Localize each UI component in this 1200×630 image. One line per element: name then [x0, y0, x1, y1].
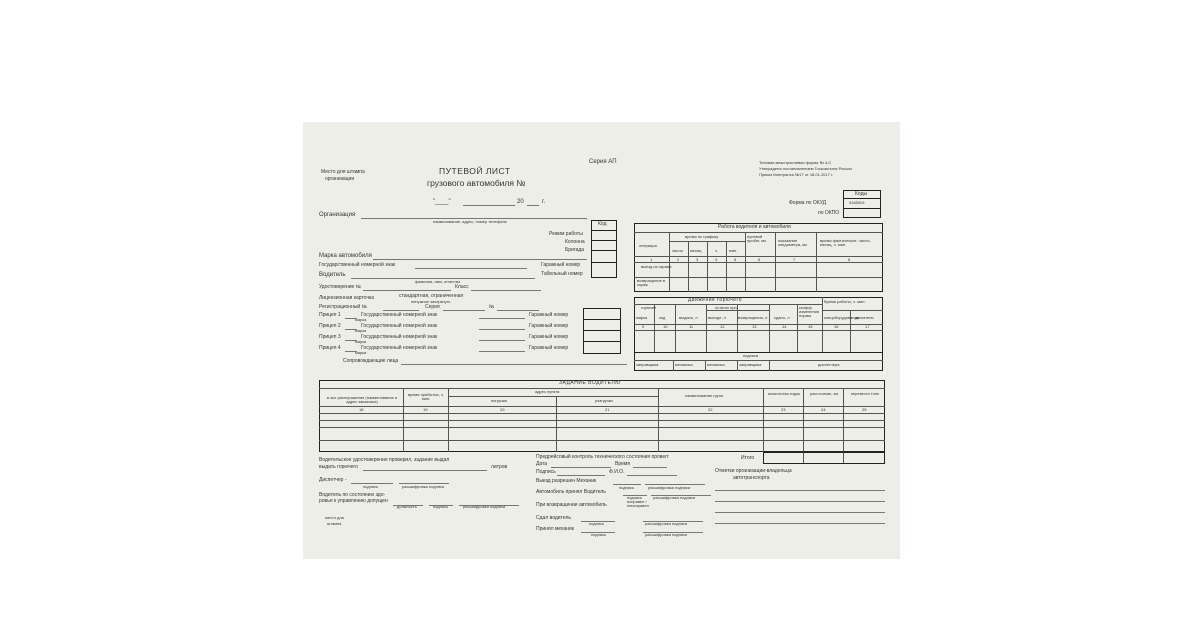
date-year: 20: [517, 199, 524, 205]
wt-row-exit: выезд из гаража: [641, 264, 672, 269]
wt-operation: операция: [639, 243, 657, 248]
handed-driver-label: Сдал водитель: [536, 515, 571, 521]
task_table-col-number: 24: [821, 407, 826, 412]
time-label: Время: [615, 461, 631, 467]
ft-return: возвращении, л: [738, 315, 768, 320]
stamp-org-label: организации: [325, 176, 355, 182]
health-dec-caption: расшифровка подписи: [463, 504, 506, 509]
waybill-subtitle: грузового автомобиля №: [427, 178, 526, 188]
work_table-col-number: 3: [696, 257, 699, 262]
car-brand-label: Марка автомобиля: [319, 253, 372, 259]
task-col-unloading: разгрузки: [595, 398, 613, 403]
code-label: Код: [598, 221, 607, 227]
trailer-brand-caption: марка: [355, 339, 367, 344]
reg-series-label: Серия: [425, 304, 440, 310]
car-sig-caption: подпись: [627, 495, 643, 500]
reg-number-field[interactable]: [383, 310, 419, 311]
ft-fuel: горючее: [641, 305, 657, 310]
task-col-trips: количество ездок: [767, 391, 801, 396]
fuel_table-col-number: 16: [834, 324, 839, 329]
exit-sig-caption: подпись: [619, 485, 635, 490]
fuel-issue-field[interactable]: [363, 470, 487, 471]
state-number-label: Государственный номерной знак: [319, 262, 396, 268]
stamp-place-bottom-1: место для: [325, 515, 344, 520]
task-col-distance: расстояние, км: [809, 391, 839, 396]
driver-label: Водитель: [319, 272, 346, 278]
date-month-line[interactable]: [463, 205, 515, 206]
ft-special: спецоборудования: [824, 315, 859, 320]
class-field[interactable]: [471, 290, 541, 291]
driver-caption: фамилия, имя, отчество: [415, 279, 461, 284]
task_table-col-number: 23: [781, 407, 786, 412]
fuel_table-col-number: 15: [808, 324, 813, 329]
time-field[interactable]: [633, 467, 667, 468]
garage-code-box: [583, 308, 621, 354]
work_table-col-number: 1: [650, 257, 653, 262]
class-label: Класс: [455, 284, 469, 290]
task-col-loading: погрузки: [491, 398, 507, 403]
series-label: Серия АП: [589, 159, 617, 165]
task-col-tons: перевезти тонн: [850, 391, 880, 396]
task_table-col-number: 25: [862, 407, 867, 412]
wt-number: число: [672, 248, 683, 253]
license-caption: ненужное зачеркнуть: [411, 299, 451, 304]
trailer-state-label: Государственный номерной знак: [361, 345, 438, 351]
work_table-col-number: 6: [758, 257, 761, 262]
task_table-col-number: 22: [708, 407, 713, 412]
wt-hours: ч.: [715, 248, 719, 253]
work-table-title: Работа водителя и автомобиля: [718, 224, 791, 230]
waybill-document: [303, 122, 900, 559]
fuel_table-col-number: 14: [782, 324, 787, 329]
reg-no-field[interactable]: [497, 310, 539, 311]
form-type-line3: Приказ Минтранса №17 от 18.01.2017 г.: [759, 172, 834, 177]
reg-number-label: Регистрационный №: [319, 304, 367, 310]
driver-health-1: Водитель по состоянию здо-: [319, 492, 386, 498]
fuel_table-col-number: 11: [689, 324, 694, 329]
organization-label: Организация: [319, 212, 356, 218]
fuel_table-col-number: 10: [663, 324, 668, 329]
ft-coef: коэфф. изменения нормы: [799, 305, 820, 318]
wt-minutes: мин.: [729, 248, 738, 253]
trailer-label: Прицеп 1: [319, 312, 341, 318]
fuel-table-title: Движение горючего: [688, 297, 742, 303]
fuel_table-col-number: 9: [642, 324, 645, 329]
fuel-signature-col: диспетчера: [818, 362, 840, 367]
fio-label: Ф.И.О.: [609, 469, 625, 475]
trailer-label: Прицеп 4: [319, 345, 341, 351]
reg-number-sign: №: [489, 304, 495, 310]
fuel_table-col-number: 12: [720, 324, 725, 329]
trailer-state-field[interactable]: [479, 340, 525, 341]
wt-speedometer: показание спидометра, км: [778, 238, 807, 247]
org-notes-line-2[interactable]: [715, 501, 885, 502]
dispatcher-dec-caption: расшифровка подписи: [402, 484, 445, 489]
waybill-title: ПУТЕВОЙ ЛИСТ: [439, 166, 511, 176]
trailer-state-label: Государственный номерной знак: [361, 334, 438, 340]
fio-field[interactable]: [627, 475, 677, 476]
trailer-state-label: Государственный номерной знак: [361, 312, 438, 318]
work_table-col-number: 5: [734, 257, 737, 262]
code-box: [591, 220, 617, 278]
wt-row-return: возвращение в гараж: [637, 278, 666, 287]
wt-schedule: время по графику: [685, 234, 719, 239]
date-label: Дата: [536, 461, 548, 467]
certificate-label: Удостоверение №: [319, 284, 362, 290]
work_table-col-number: 4: [715, 257, 718, 262]
trailer-label: Прицеп 3: [319, 334, 341, 340]
org-notes-line-4[interactable]: [715, 523, 885, 524]
car-brand-field[interactable]: [373, 259, 587, 260]
precheck-label: Предрейсовый контроль технического состояния провел:: [536, 454, 670, 460]
wt-actual-time: время фактическое, число, месяц, ч. мин.: [820, 238, 871, 247]
org-notes-2: автотранспорта: [733, 475, 770, 481]
fuel-signature-col: механика: [675, 362, 693, 367]
exit-allowed-label: Выезд разрешен Механик: [536, 478, 597, 484]
trailer-label: Прицеп 2: [319, 323, 341, 329]
date-year-line[interactable]: [527, 205, 539, 206]
trailer-garage-label: Гаражный номер: [529, 345, 569, 351]
task-total: Итого: [741, 455, 755, 461]
task_table-col-number: 18: [359, 407, 364, 412]
tabel-number-label: Табельный номер: [541, 271, 583, 277]
state-number-field[interactable]: [415, 268, 527, 269]
trailer-state-label: Государственный номерной знак: [361, 323, 438, 329]
work-mode-label: Режим работы: [549, 231, 583, 237]
brigade-label: Бригада: [565, 247, 585, 253]
stamp-place-label: Место для штампа: [321, 169, 365, 175]
organization-caption: наименование, адрес, номер телефона: [433, 219, 507, 224]
trailer-garage-label: Гаражный номер: [529, 323, 569, 329]
work_table-col-number: 2: [677, 257, 680, 262]
date-field[interactable]: [551, 467, 611, 468]
wt-zero-run: нулевой пробег, км: [747, 234, 766, 243]
okud-value: 0345004: [849, 200, 865, 205]
column-label: Колонна: [565, 239, 585, 245]
ft-handed: сдано, л: [774, 315, 790, 320]
fuel-signature-col: механика: [707, 362, 725, 367]
task_table-col-number: 20: [500, 407, 505, 412]
date-g: г.: [542, 199, 546, 205]
driver-health-2: ровья к управлению допущен: [319, 498, 388, 504]
form-type-line1: Типовая межотраслевая форма № 4-С: [759, 160, 832, 165]
task_table-col-number: 21: [605, 407, 610, 412]
certificate-field[interactable]: [363, 290, 451, 291]
garage-number-label: Гаражный номер: [541, 262, 581, 268]
stamp-place-bottom-2: штампа: [327, 521, 342, 526]
work_table-col-number: 8: [848, 257, 851, 262]
reg-series-field[interactable]: [443, 310, 485, 311]
ft-departure: выезде, л: [708, 315, 726, 320]
work_table-col-number: 7: [793, 257, 796, 262]
org-notes-line-3[interactable]: [715, 512, 885, 513]
dispatcher-sig-caption: подпись: [363, 484, 379, 489]
podpis-label: Подпись: [536, 469, 556, 475]
liters-label: литров: [491, 464, 508, 470]
form-type-line2: Утверждена постановлением Госкомстата России: [759, 166, 852, 171]
trailer-brand-caption: марка: [355, 350, 367, 355]
task_table-col-number: 19: [423, 407, 428, 412]
health-sig-caption: подпись: [433, 504, 449, 509]
on-return-label: При возвращении автомобиль: [536, 502, 607, 508]
trailer-state-field[interactable]: [479, 329, 525, 330]
task-table-title: ЗАДАНИЕ ВОДИТЕЛЮ: [559, 380, 621, 386]
accepted-mechanic-label: Принял механик: [536, 526, 575, 532]
task-col-address: адрес пункта: [535, 389, 560, 394]
ft-engine: двигателя: [855, 315, 874, 320]
ft-issued: выдано, л: [679, 315, 698, 320]
task-col-customer: в чье распоряжение (наименование и адрес заказчика): [326, 395, 398, 404]
trailer-brand-caption: марка: [355, 328, 367, 333]
org-notes-line-1[interactable]: [715, 490, 885, 491]
trailer-garage-label: Гаражный номер: [529, 312, 569, 318]
trailer-brand-caption: марка: [355, 317, 367, 322]
license-card-label: Лицензионная карточка: [319, 295, 375, 301]
fuel-signature-col: заправщика: [636, 362, 659, 367]
car-dec-caption: расшифровка подписи: [653, 495, 696, 500]
license-options[interactable]: стандартная, ограниченная: [399, 293, 464, 299]
handed-dec-caption: расшифровка подписи: [645, 521, 688, 526]
ft-remainder: остаток при: [715, 305, 737, 310]
trailer-state-field[interactable]: [479, 351, 525, 352]
fuel-issue-label: выдать горючего: [319, 464, 358, 470]
podpis-field[interactable]: [557, 475, 605, 476]
ft-work-time: Время работы, ч. мин.: [824, 299, 866, 304]
task-col-cargo: наименование груза: [685, 393, 723, 398]
health-position-caption: должность: [397, 504, 417, 509]
task-col-arrival: время прибытия, ч. мин.: [407, 392, 445, 401]
okpo-label: по ОКПО: [818, 210, 840, 216]
trailer-garage-label: Гаражный номер: [529, 334, 569, 340]
accompanying-field[interactable]: [401, 364, 627, 365]
ft-signatures: подписи: [743, 353, 759, 358]
accompanying-label: Сопровождающие лица: [343, 358, 399, 364]
accepted-dec-caption: расшифровка подписи: [645, 532, 688, 537]
accepted-sig-caption: подпись: [591, 532, 607, 537]
fuel_table-col-number: 17: [865, 324, 870, 329]
ft-brand: марка: [636, 315, 648, 320]
wt-month: месяц: [690, 248, 702, 253]
fuel-signature-col: заправщика: [739, 362, 762, 367]
codes-label: Коды: [855, 191, 868, 197]
org-notes-1: Отметки организации-владельца: [715, 468, 792, 474]
handed-sig-caption: подпись: [589, 521, 605, 526]
driver-cert-check: Водительское удостоверение проверил, задание выдал: [319, 457, 450, 463]
trailer-state-field[interactable]: [479, 318, 525, 319]
on-return-options[interactable]: исправен / неисправен: [627, 499, 649, 508]
dispatcher-label: Диспетчер -: [319, 477, 347, 483]
ft-code: код: [659, 315, 666, 320]
date-day: "____": [433, 199, 451, 205]
exit-dec-caption: расшифровка подписи: [648, 485, 691, 490]
fuel_table-col-number: 13: [752, 324, 757, 329]
car-accepted-label: Автомобиль принял Водитель: [536, 489, 606, 495]
okud-label: Форма по ОКУД: [789, 200, 827, 206]
